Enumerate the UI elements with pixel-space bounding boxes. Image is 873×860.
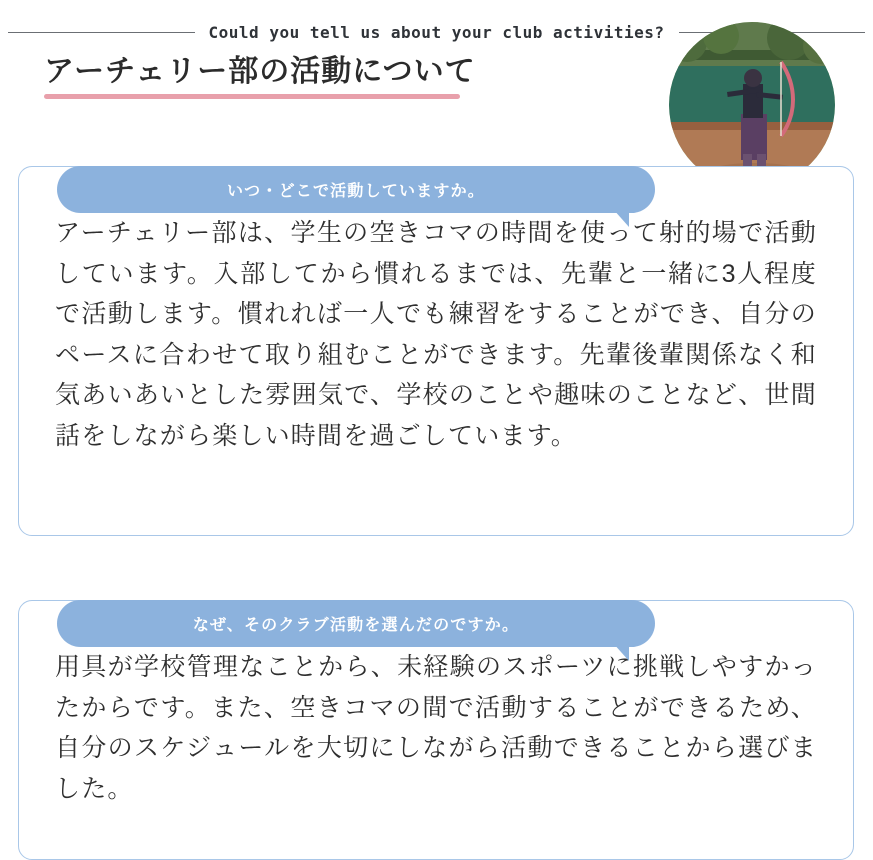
title-underline	[44, 94, 460, 99]
archery-photo	[669, 22, 835, 188]
answer-card	[18, 166, 854, 536]
qa-block	[18, 166, 854, 536]
page-title: アーチェリー部の活動について	[44, 55, 476, 88]
archery-photo-illustration	[669, 22, 835, 188]
eyebrow-caption: Could you tell us about your club activities?	[208, 22, 665, 42]
answer-text: アーチェリー部は、学生の空きコマの時間を使って射的場で活動しています。入部してから慣れるまでは、先輩と一緒に3人程度で活動します。慣れれば一人でも練習をすることができ、自分のペースに合わせて取り組むことができます。先輩後輩関係なく和気あいあいとした雰囲気で、学校のことや趣味のことなど、世間話をしながら楽しい時間を過ごしています。	[55, 219, 817, 450]
eyebrow-rule-left	[8, 32, 195, 33]
qa-block	[18, 600, 854, 860]
question-bubble: なぜ、そのクラブ活動を選んだのですか。	[57, 600, 655, 647]
page-title-wrap	[44, 52, 644, 91]
question-bubble: いつ・どこで活動していますか。	[57, 166, 655, 213]
answer-text: 用具が学校管理なことから、未経験のスポーツに挑戦しやすかったからです。また、空きコマの間で活動することができるため、自分のスケジュールを大切にしながら活動できることから選びました。	[55, 653, 817, 803]
